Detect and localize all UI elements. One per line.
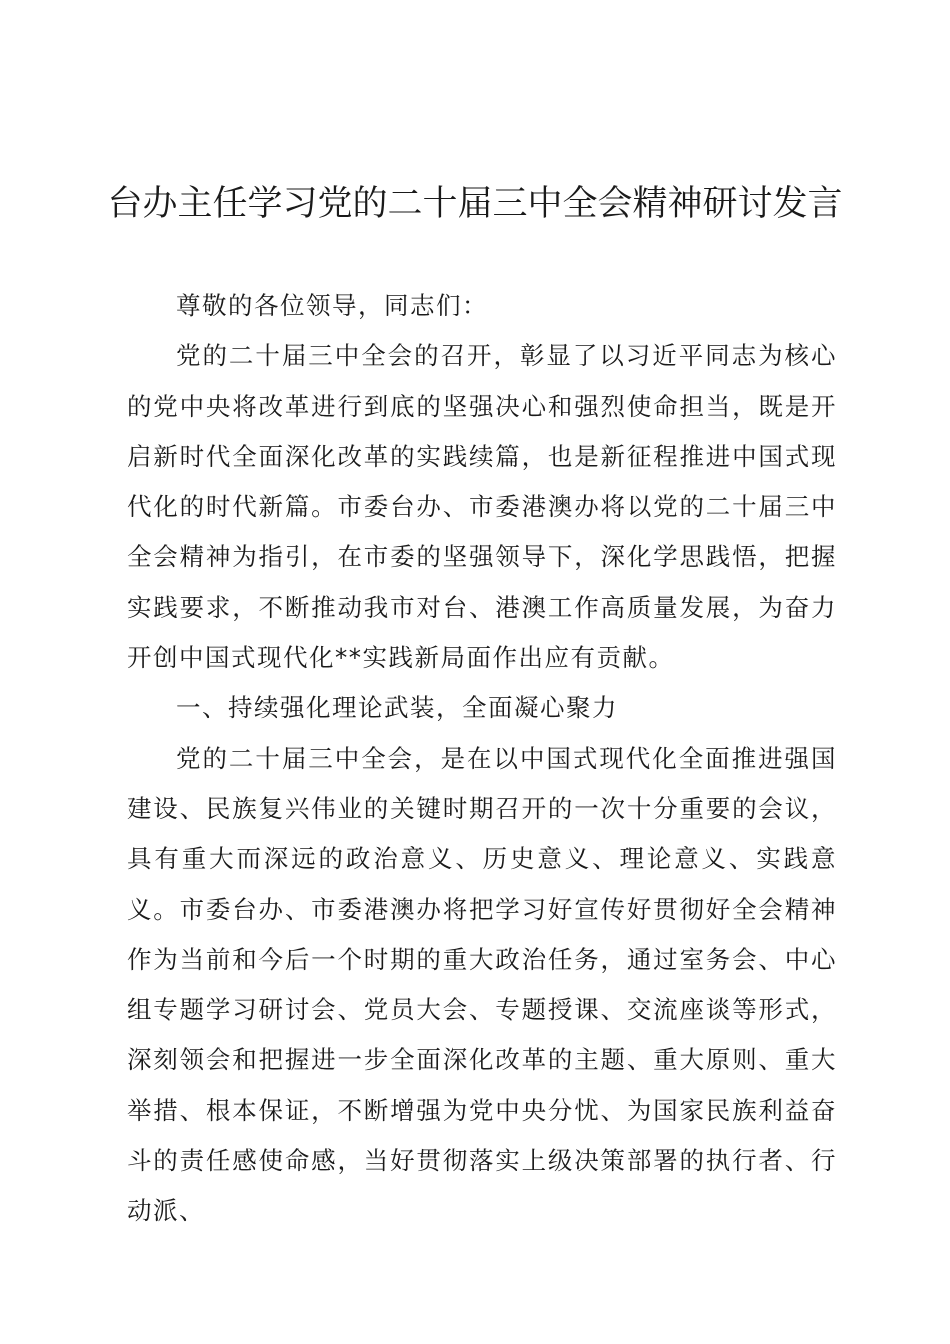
paragraph-section-1: 党的二十届三中全会，是在以中国式现代化全面推进强国建设、民族复兴伟业的关键时期召开的一次十分重要的会议，具有重大而深远的政治意义、历史意义、理论意义、实践意义。市委台办、市委港澳办将把学习好宣传好贯彻好全会精神作为当前和今后一个时期的重大政治任务，通过室务会、中心组专题学习研讨会、党员大会、专题授课、交流座谈等形式，深刻领会和把握进一步全面深化改革的主题、重大原则、重大举措、根本保证，不断增强为党中央分忧、为国家民族利益奋斗的责任感使命感，当好贯彻落实上级决策部署的执行者、行动派、 [127, 743, 837, 1226]
section-heading-1: 一、持续强化理论武装，全面凝心聚力 [176, 693, 618, 723]
document-body [127, 281, 837, 1237]
salutation: 尊敬的各位领导，同志们： [176, 291, 488, 320]
paragraph-intro: 党的二十届三中全会的召开，彰显了以习近平同志为核心的党中央将改革进行到底的坚强决心和强烈使命担当，既是开启新时代全面深化改革的实践续篇，也是新征程推进中国式现代化的时代新篇。市委台办、市委港澳办将以党的二十届三中全会精神为指引，在市委的坚强领导下，深化学思践悟，把握实践要求，不断推动我市对台、港澳工作高质量发展，为奋力开创中国式现代化**实践新局面作出应有贡献。 [127, 341, 837, 673]
document-title: 台办主任学习党的二十届三中全会精神研讨发言 [107, 184, 843, 224]
